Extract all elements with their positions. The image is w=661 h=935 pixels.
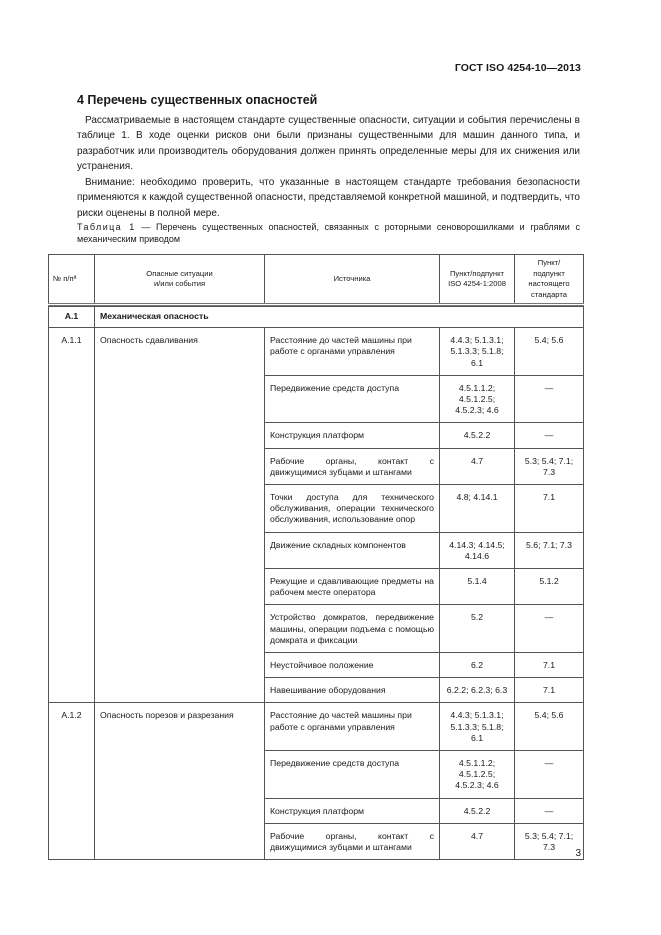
source-cell: Расстояние до частей машины при работе с органами управления: [265, 703, 440, 751]
col-header-source: Источника: [265, 255, 440, 305]
source-cell: Навешивание оборудования: [265, 678, 440, 703]
std-cell: —: [515, 423, 584, 448]
std-cell: 5.3; 5.4; 7.1; 7.3: [515, 823, 584, 859]
paragraph-2: [77, 175, 580, 221]
table-row: [49, 703, 584, 751]
std-cell: 5.4; 5.6: [515, 328, 584, 376]
std-cell: —: [515, 751, 584, 799]
paragraph-1: [77, 113, 580, 174]
table-caption-label: Таблица 1: [77, 222, 136, 232]
iso-cell: 4.7: [440, 823, 515, 859]
std-cell: 5.3; 5.4; 7.1; 7.3: [515, 448, 584, 484]
hazards-table: [48, 254, 584, 860]
source-cell: Конструкция платформ: [265, 423, 440, 448]
col-header-std: Пункт/ подпункт настоящего стандарта: [515, 255, 584, 305]
iso-cell: 4.5.2.2: [440, 423, 515, 448]
page-number: 3: [575, 848, 581, 859]
source-cell: Рабочие органы, контакт с движущимися зубцами и штангами: [265, 823, 440, 859]
source-cell: Рабочие органы, контакт с движущимися зубцами и штангами: [265, 448, 440, 484]
source-cell: Точки доступа для технического обслуживания, операции технического обслуживания, использование опор: [265, 485, 440, 533]
iso-cell: 6.2: [440, 653, 515, 678]
source-cell: Передвижение средств доступа: [265, 751, 440, 799]
iso-cell: 6.2.2; 6.2.3; 6.3: [440, 678, 515, 703]
table-row: [49, 328, 584, 376]
block2-hazard: Опасность порезов и разрезания: [95, 703, 265, 860]
std-cell: 7.1: [515, 678, 584, 703]
source-cell: Конструкция платформ: [265, 798, 440, 823]
group-row: [49, 307, 584, 328]
std-cell: —: [515, 605, 584, 653]
iso-cell: 4.4.3; 5.1.3.1; 5.1.3.3; 5.1.8; 6.1: [440, 328, 515, 376]
block1-hazard: Опасность сдавливания: [95, 328, 265, 703]
std-cell: 7.1: [515, 653, 584, 678]
iso-cell: 4.4.3; 5.1.3.1; 5.1.3.3; 5.1.8; 6.1: [440, 703, 515, 751]
iso-cell: 4.5.1.1.2; 4.5.1.2.5; 4.5.2.3; 4.6: [440, 751, 515, 799]
source-cell: Передвижение средств доступа: [265, 375, 440, 423]
source-cell: Устройство домкратов, передвижение машины, операции подъема с помощью домкрата и фиксации: [265, 605, 440, 653]
iso-cell: 5.2: [440, 605, 515, 653]
document-id: ГОСТ ISO 4254-10—2013: [454, 62, 581, 74]
group-title: Механическая опасность: [95, 307, 584, 328]
iso-cell: 4.14.3; 4.14.5; 4.14.6: [440, 532, 515, 568]
col-header-iso: Пункт/подпункт ISO 4254-1:2008: [440, 255, 515, 305]
source-cell: Расстояние до частей машины при работе с органами управления: [265, 328, 440, 376]
std-cell: 7.1: [515, 485, 584, 533]
table-caption: [77, 221, 580, 245]
col-header-hazard: Опасные ситуации и/или события: [95, 255, 265, 305]
block2-no: A.1.2: [49, 703, 95, 860]
std-cell: —: [515, 798, 584, 823]
iso-cell: 5.1.4: [440, 569, 515, 605]
section-title: 4 Перечень существенных опасностей: [77, 93, 318, 107]
std-cell: 5.4; 5.6: [515, 703, 584, 751]
paragraph-2-text: Внимание: необходимо проверить, что указанные в настоящем стандарте требования безопасности применяются к каждой существенной опасности, представляемой конкретной машиной, и подтвердить, что риски оценены в полной мере.: [77, 177, 580, 219]
iso-cell: 4.5.2.2: [440, 798, 515, 823]
paragraph-1-text: Рассматриваемые в настоящем стандарте существенные опасности, ситуации и события перечислены в таблице 1. В ходе оценки рисков они были признаны существенными для машин данного типа, и разработчик или производитель оборудования должен принять определенные меры для их снижения или устранения.: [77, 115, 580, 172]
std-cell: 5.1.2: [515, 569, 584, 605]
source-cell: Движение складных компонентов: [265, 532, 440, 568]
source-cell: Неустойчивое положение: [265, 653, 440, 678]
table-header-row: [49, 255, 584, 305]
col-header-no: № п/пª: [49, 255, 95, 305]
group-no: A.1: [49, 307, 95, 328]
std-cell: —: [515, 375, 584, 423]
iso-cell: 4.5.1.1.2; 4.5.1.2.5; 4.5.2.3; 4.6: [440, 375, 515, 423]
iso-cell: 4.7: [440, 448, 515, 484]
iso-cell: 4.8; 4.14.1: [440, 485, 515, 533]
table-caption-text: — Перечень существенных опасностей, связанных с роторными сеноворошилками и граблями с механическим приводом: [77, 222, 580, 244]
std-cell: 5.6; 7.1; 7.3: [515, 532, 584, 568]
source-cell: Режущие и сдавливающие предметы на рабочем месте оператора: [265, 569, 440, 605]
block1-no: A.1.1: [49, 328, 95, 703]
